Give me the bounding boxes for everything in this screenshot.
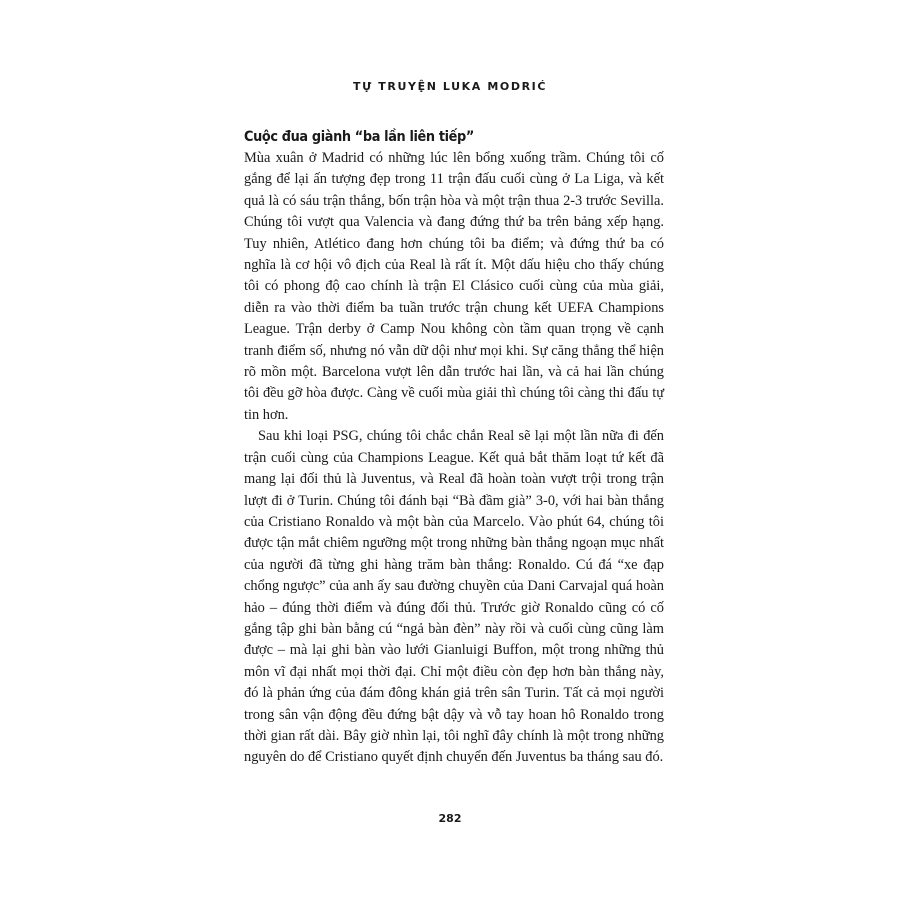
- page-number: 282: [438, 812, 462, 825]
- page-body: [244, 126, 664, 769]
- section-heading: Cuộc đua giành “ba lần liên tiếp”: [244, 129, 474, 145]
- paragraph: Mùa xuân ở Madrid có những lúc lên bổng xuống trầm. Chúng tôi cố gắng để lại ấn tượng đẹp trong 11 trận đấu cuối cùng ở La Liga, và kết quả là có sáu trận thắng, bốn trận hòa và một trận thua 2-3 trước Sevilla. Chúng tôi vượt qua Valencia và đang đứng thứ ba trên bảng xếp hạng. Tuy nhiên, Atlético đang hơn chúng tôi ba điểm; và đứng thứ ba có nghĩa là cơ hội vô địch của Real là rất ít. Một dấu hiệu cho thấy chúng tôi có phong độ cao chính là trận El Clásico cuối cùng của mùa giải, diễn ra vào thời điểm ba tuần trước trận chung kết UEFA Champions League. Trận derby ở Camp Nou không còn tầm quan trọng về cạnh tranh điểm số, nhưng nó vẫn dữ dội như mọi khi. Sự căng thẳng thể hiện rõ mồn một. Barcelona vượt lên dẫn trước hai lần, và cả hai lần chúng tôi đều gỡ hòa được. Càng về cuối mùa giải thì chúng tôi càng thi đấu tự tin hơn.: [244, 150, 664, 423]
- paragraph: Sau khi loại PSG, chúng tôi chắc chắn Real sẽ lại một lần nữa đi đến trận cuối cùng của Champions League. Kết quả bắt thăm loạt tứ kết đã mang lại đối thủ là Juventus, và Real đã hoàn toàn vượt trội trong trận lượt đi ở Turin. Chúng tôi đánh bại “Bà đầm già” 3-0, với hai bàn thắng của Cristiano Ronaldo và một bàn của Marcelo. Vào phút 64, chúng tôi được tận mắt chiêm ngưỡng một trong những bàn thắng ngoạn mục nhất của người đã từng ghi hàng trăm bàn thắng: Ronaldo. Cú đá “xe đạp chổng ngược” của anh ấy sau đường chuyền của Dani Carvajal quá hoàn hảo – đúng thời điểm và đúng đối thủ. Trước giờ Ronaldo cũng có cố gắng tập ghi bàn bằng cú “ngả bàn đèn” này rồi và cuối cùng cũng làm được – mà lại ghi bàn vào lưới Gianluigi Buffon, một trong những thủ môn vĩ đại nhất mọi thời đại. Chỉ một điều còn đẹp hơn bàn thắng này, đó là phản ứng của đám đông khán giả trên sân Turin. Tất cả mọi người trong sân vận động đều đứng bật dậy và vỗ tay hoan hô Ronaldo trong thời gian rất dài. Bây giờ nhìn lại, tôi nghĩ đây chính là một trong những nguyên do để Cristiano quyết định chuyển đến Juventus ba tháng sau đó.: [244, 428, 664, 766]
- running-title: TỰ TRUYỆN LUKA MODRIĆ: [352, 80, 548, 93]
